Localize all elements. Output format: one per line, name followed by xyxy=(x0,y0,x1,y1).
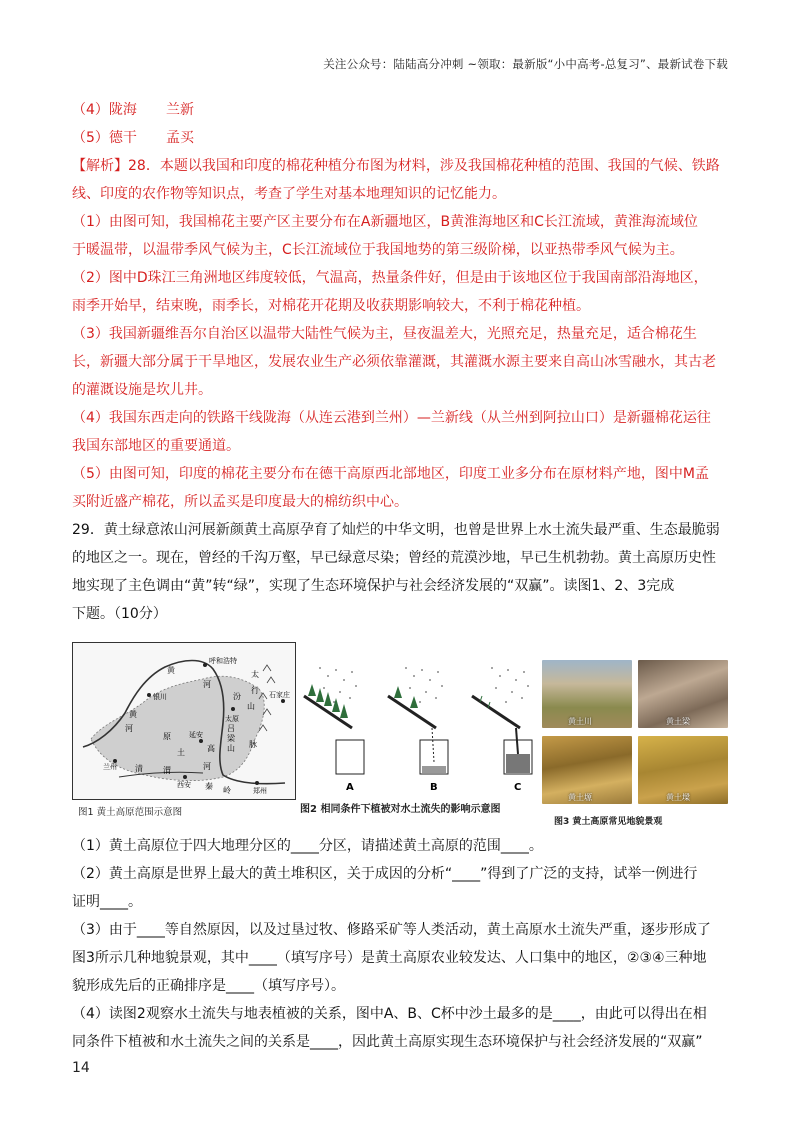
subquestion-line: 同条件下植被和水土流失之间的关系是____，因此黄土高原实现生态环境保护与社会经济发展的“双赢” xyxy=(72,1034,703,1050)
analysis-line: （2）图中D珠江三角洲地区纬度较低，气温高，热量条件好，但是由于该地区位于我国南部沿海地区， xyxy=(72,270,708,286)
analysis-tag: 【解析】 xyxy=(72,158,128,174)
answer-line-4 xyxy=(72,96,728,124)
cup-label-a: A xyxy=(346,782,354,793)
figure-3-photos xyxy=(542,660,728,810)
cup-label-b: B xyxy=(430,782,438,793)
figure-3-caption: 图3 黄土高原常见地貌景观 xyxy=(554,817,663,827)
map-label: 吕 xyxy=(227,724,235,733)
answer-label: （5）德干 xyxy=(72,130,137,146)
analysis-line: 买附近盛产棉花，所以孟买是印度最大的棉纺织中心。 xyxy=(72,494,408,510)
subquestion-line: （4）读图2观察水土流失与地表植被的关系，图中A、B、C杯中沙土最多的是____，由此可以得出在相 xyxy=(72,1006,707,1022)
answer-value: 孟买 xyxy=(166,130,194,146)
question-line: 的地区之一。现在，曾经的千沟万壑，早已绿意尽染；曾经的荒漠沙地，早已生机勃勃。黄土高原历史性 xyxy=(72,550,716,566)
figure-1-caption: 图1 黄土高原范围示意图 xyxy=(78,807,183,818)
analysis-line: （5）由图可知，印度的棉花主要分布在德干高原西北部地区，印度工业多分布在原材料产地，图中M孟 xyxy=(72,466,709,482)
map-label: 河 xyxy=(203,680,211,689)
subquestion-line: 图3所示几种地貌景观，其中____（填写序号）是黄土高原农业较发达、人口集中的地区，②③④三种地 xyxy=(72,950,707,966)
answer-line-5 xyxy=(72,124,728,152)
answer-label: （4）陇海 xyxy=(72,102,137,118)
cup-label-c: C xyxy=(514,782,522,793)
analysis-line: （4）我国东西走向的铁路干线陇海（从连云港到兰州）—兰新线（从兰州到阿拉山口）是新疆棉花运往 xyxy=(72,410,711,426)
analysis-line xyxy=(72,152,728,180)
landform-photo-label: 黄土塬 xyxy=(568,793,592,802)
map-label: 梁 xyxy=(227,734,235,743)
loess-plateau-map xyxy=(73,643,295,799)
map-label: 脉 xyxy=(249,740,257,749)
question-line: 29．黄土绿意浓山河展新颜黄土高原孕育了灿烂的中华文明，也曾是世界上水土流失最严重、生态最脆弱 xyxy=(72,522,720,538)
map-label: 石家庄 xyxy=(269,691,290,699)
figure-2-caption: 图2 相同条件下植被对水土流失的影响示意图 xyxy=(300,804,501,815)
analysis-line: （3）我国新疆维吾尔自治区以温带大陆性气候为主，昼夜温差大，光照充足，热量充足，适合棉花生 xyxy=(72,326,697,342)
landform-photo-label: 黄土川 xyxy=(568,717,592,726)
map-label: 兰州 xyxy=(103,763,117,771)
figure-1-map xyxy=(72,642,296,800)
map-label: 银川 xyxy=(153,693,167,701)
map-label: 山 xyxy=(247,702,255,711)
analysis-line: 线、印度的农作物等知识点，考查了学生对基本地理知识的记忆能力。 xyxy=(72,186,506,202)
map-label: 行 xyxy=(251,686,259,695)
map-label: 呼和浩特 xyxy=(209,657,237,665)
map-label: 太原 xyxy=(225,715,239,723)
question-line: 下题。（10分） xyxy=(72,606,167,622)
figures-row xyxy=(72,632,728,832)
map-label: 高 xyxy=(207,744,215,753)
landform-photo-label: 黄土梁 xyxy=(666,717,690,726)
map-label: 秦 xyxy=(205,782,213,791)
figure-2-diagram xyxy=(300,662,540,802)
map-label: 太 xyxy=(251,670,259,679)
subquestion-line: （3）由于____等自然原因，以及过垦过牧、修路采矿等人类活动，黄土高原水土流失严重，逐步形成了 xyxy=(72,922,711,938)
subquestion-line: （2）黄土高原是世界上最大的黄土堆积区，关于成因的分析“____”得到了广泛的支持，试举一例进行 xyxy=(72,866,698,882)
subquestion-line: （1）黄土高原位于四大地理分区的____分区，请描述黄土高原的范围____。 xyxy=(72,838,543,854)
map-label: 岭 xyxy=(223,786,231,795)
map-label: 汾 xyxy=(233,692,241,701)
question-line: 地实现了主色调由“黄”转“绿”，实现了生态环境保护与社会经济发展的“双赢”。读图1、2、3完成 xyxy=(72,578,675,594)
answer-value: 兰新 xyxy=(166,102,194,118)
map-label: 山 xyxy=(227,744,235,753)
map-label: 延安 xyxy=(189,731,203,739)
subquestion-line: 貌形成先后的正确排序是____（填写序号）。 xyxy=(72,978,345,994)
map-label: 清 xyxy=(135,764,143,773)
map-label: 渭 xyxy=(163,766,171,775)
map-label: 河 xyxy=(125,724,133,733)
analysis-line: （1）由图可知，我国棉花主要产区主要分布在A新疆地区，B黄淮海地区和C长江流域，黄淮海流域位 xyxy=(72,214,698,230)
landform-photo-label: 黄土墚 xyxy=(666,793,690,802)
map-label: 郑州 xyxy=(253,787,267,795)
analysis-line: 于暖温带，以温带季风气候为主，C长江流域位于我国地势的第三级阶梯，以亚热带季风气候为主。 xyxy=(72,242,684,258)
analysis-text: 28．本题以我国和印度的棉花种植分布图为材料，涉及我国棉花种植的范围、我国的气候、铁路 xyxy=(128,158,720,174)
subquestion-line: 证明____。 xyxy=(72,894,142,910)
map-label: 黄 xyxy=(129,710,137,719)
page-content xyxy=(72,96,728,1056)
map-label: 河 xyxy=(203,762,211,771)
page-header: 关注公众号：陆陆高分冲刺 ~领取：最新版“小中高考-总复习”、最新试卷下载 xyxy=(323,57,728,71)
analysis-line: 的灌溉设施是坎儿井。 xyxy=(72,382,212,398)
map-label: 黄 xyxy=(167,666,175,675)
analysis-line: 我国东部地区的重要通道。 xyxy=(72,438,240,454)
page-number: 14 xyxy=(72,1060,90,1076)
map-label: 西安 xyxy=(177,781,191,789)
map-label: 土 xyxy=(177,748,185,757)
map-label: 原 xyxy=(163,732,171,741)
analysis-line: 长，新疆大部分属于干旱地区，发展农业生产必须依靠灌溉，其灌溉水源主要来自高山冰雪融水，其古老 xyxy=(72,354,716,370)
analysis-line: 雨季开始早，结束晚，雨季长，对棉花开花期及收获期影响较大，不利于棉花种植。 xyxy=(72,298,590,314)
